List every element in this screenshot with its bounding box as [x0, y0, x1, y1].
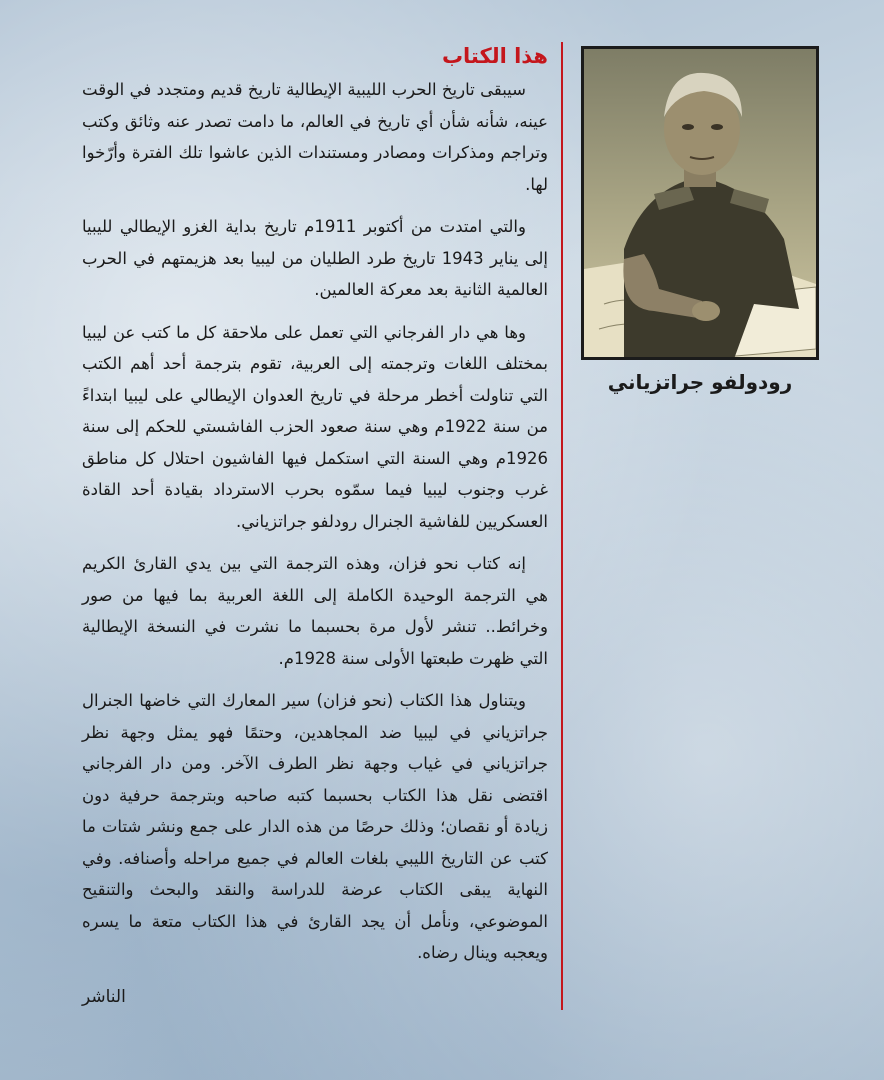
paragraph-content: ويتناول هذا الكتاب (نحو فزان) سير المعارك التي خاضها الجنرال جراتزياني في ليبيا ضد المجاهدين، وحتمًا فهو يمثل وجهة نظر جراتزياني في غياب وجهة نظر الطرف الآخر. ومن دار الفرجاني اقتضى نقل هذا الكتاب بحسبما كتبه صاحبه وبترجمة حرفية دون زيادة أو نقصان؛ وذلك حرصًا من هذه الدار على جمع ونشر شتات ما كتب عن التاريخ الليبي بلغات العالم في جميع مراحله وأصنافه. وفي النهاية يبقى الكتاب عرضة للدراسة والنقد والبحث والتنقيح الموضوعي، ونأمل أن يجد القارئ في هذا الكتاب متعة ما يسره ويعجبه وينال رضاه.	[82, 691, 548, 962]
paragraph-intro: سيبقى تاريخ الحرب الليبية الإيطالية تاريخ قديم ومتجدد في الوقت عينه، شأنه شأن أي تاريخ في العالم، ما دامت تصدر عنه وثائق وكتب وتراجم ومذكرات ومصادر ومستندات الذين عاشوا تلك الفترة وأرّخوا لها.	[82, 80, 548, 194]
portrait-photo	[581, 46, 819, 360]
paragraph-book: إنه كتاب نحو فزان، وهذه الترجمة التي بين يدي القارئ الكريم هي الترجمة الوحيدة الكاملة إلى اللغة العربية بما فيها من صور وخرائط.. تنشر لأول مرة بحسبما ما نشرت في النسخة الإيطالية التي ظهرت طبعتها الأولى سنة 1928م.	[82, 554, 548, 668]
paragraph-dates: والتي امتدت من أكتوبر 1911م تاريخ بداية الغزو الإيطالي لليبيا إلى يناير 1943 تاريخ طرد الطليان من ليبيا بعد هزيمتهم في الحرب العالمية الثانية بعد معركة العالمين.	[82, 217, 548, 299]
section-heading: هذا الكتاب	[441, 44, 548, 68]
portrait-illustration	[584, 49, 816, 357]
back-cover-text	[82, 44, 548, 1007]
red-divider	[561, 42, 563, 1010]
publisher-signature: الناشر	[82, 986, 126, 1007]
photo-caption: رودولفو جراتزياني	[607, 370, 793, 394]
paragraph-publisher: وها هي دار الفرجاني التي تعمل على ملاحقة كل ما كتب عن ليبيا بمختلف اللغات وترجمته إلى العربية، تقوم بترجمة أحد أهم الكتب التي تناولت أخطر مرحلة في تاريخ العدوان الإيطالي على ليبيا ابتداءً من سنة 1922م وهي سنة صعود الحزب الفاشستي للحكم إلى سنة 1926م وهي السنة التي استكمل فيها الفاشيون احتلال كل مناطق غرب وجنوب ليبيا فيما سمّوه بحرب الاسترداد بقيادة أحد القادة العسكريين للفاشية الجنرال رودلفو جراتزياني.	[82, 322, 549, 531]
